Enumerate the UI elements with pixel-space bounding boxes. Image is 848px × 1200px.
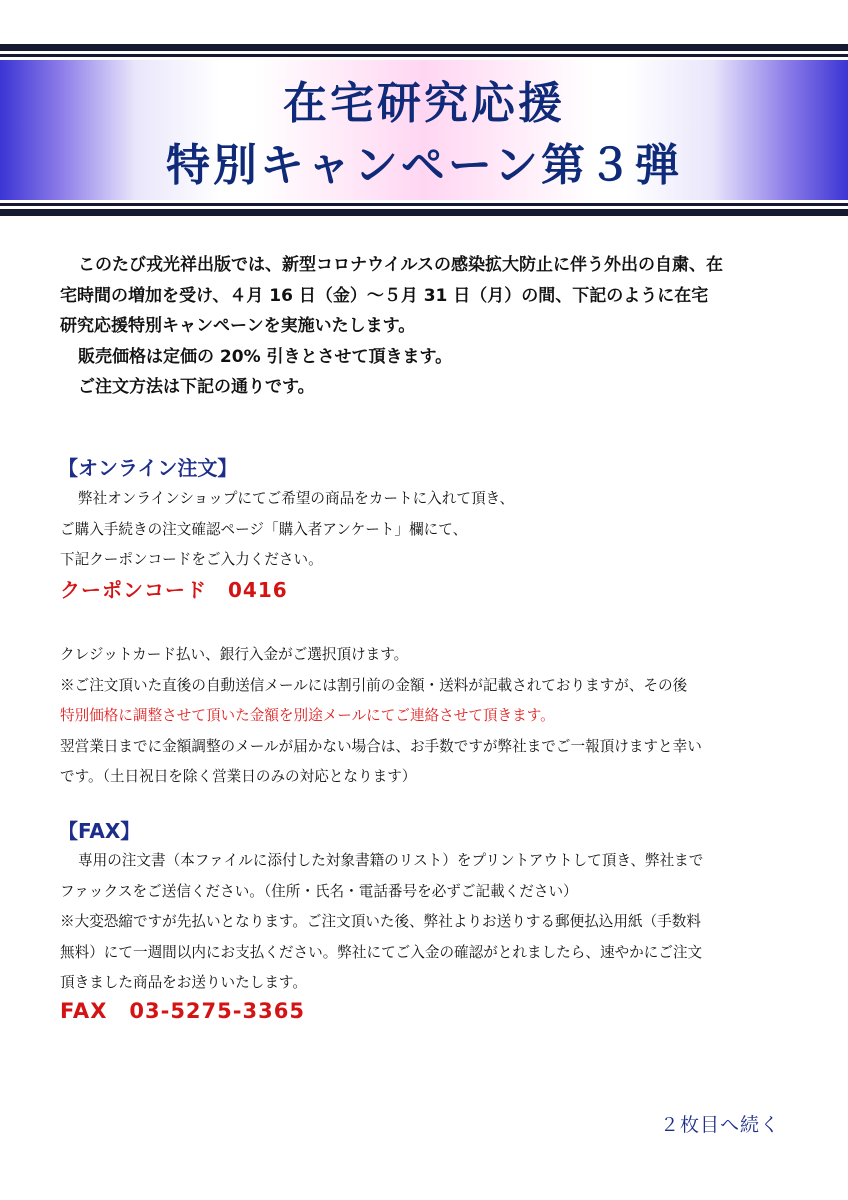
banner-rule-bottom-thin bbox=[0, 203, 848, 206]
page-title-line1: 在宅研究応援 bbox=[283, 78, 565, 129]
online-order-instructions bbox=[60, 484, 800, 576]
contact-note: 翌営業日までに金額調整のメールが届かない場合は、お手数ですが弊社までご一報頂けますと幸い bbox=[60, 737, 702, 755]
banner-rule-top-thick bbox=[0, 44, 848, 51]
coupon-code: クーポンコード 0416 bbox=[60, 578, 288, 602]
intro-line-4: 販売価格は定価の 20% 引きとさせて頂きます。 bbox=[78, 346, 453, 367]
title-banner bbox=[0, 44, 848, 216]
fax-line-1: 専用の注文書（本ファイルに添付した対象書籍のリスト）をプリントアウトして頂き、弊社まで bbox=[78, 852, 704, 869]
banner-rule-top-thin bbox=[0, 54, 848, 57]
intro-line-3: 研究応援特別キャンペーンを実施いたします。 bbox=[60, 316, 416, 336]
email-note: ※ご注文頂いた直後の自動送信メールには割引前の金額・送料が記載されておりますが、その後 bbox=[60, 676, 688, 694]
online-line-3: 下記クーポンコードをご入力ください。 bbox=[60, 551, 323, 569]
intro-line-5: ご注文方法は下記の通りです。 bbox=[78, 377, 315, 397]
business-days-note: です。（土日祝日を除く営業日のみの対応となります） bbox=[60, 768, 417, 786]
fax-line-3: ※大変恐縮ですが先払いとなります。ご注文頂いた後、弊社よりお送りする郵便払込用紙（手数料 bbox=[60, 913, 701, 931]
fax-line-5: 頂きました商品をお送りいたします。 bbox=[60, 974, 307, 992]
intro-paragraph bbox=[60, 250, 790, 403]
fax-order-heading: 【FAX】 bbox=[58, 819, 141, 843]
fax-number: FAX 03-5275-3365 bbox=[60, 999, 305, 1023]
payment-note: クレジットカード払い、銀行入金がご選択頂けます。 bbox=[60, 646, 409, 663]
online-order-notes bbox=[60, 640, 800, 793]
adjustment-note: 特別価格に調整させて頂いた金額を別途メールにてご連絡させて頂きます。 bbox=[60, 707, 555, 725]
fax-order-instructions bbox=[60, 846, 800, 999]
online-order-heading: 【オンライン注文】 bbox=[58, 456, 238, 480]
page-title-line2: 特別キャンペーン第３弾 bbox=[165, 140, 683, 191]
banner-rule-bottom-thick bbox=[0, 209, 848, 216]
fax-line-4: 無料）にて一週間以内にお支払ください。弊社にてご入金の確認がとれましたら、速やかにご注文 bbox=[60, 943, 703, 961]
continued-on-page-2: ２枚目へ続く bbox=[659, 1114, 780, 1136]
online-line-1: 弊社オンラインショップにてご希望の商品をカートに入れて頂き、 bbox=[78, 490, 515, 507]
intro-line-1: このたび戎光祥出版では、新型コロナウイルスの感染拡大防止に伴う外出の自粛、在 bbox=[78, 255, 723, 275]
fax-line-2: ファックスをご送信ください。（住所・氏名・電話番号を必ずご記載ください） bbox=[60, 882, 578, 900]
intro-line-2: 宅時間の増加を受け、４月 16 日（金）～５月 31 日（月）の間、下記のように在宅 bbox=[60, 285, 709, 306]
online-line-2: ご購入手続きの注文確認ページ「購入者アンケート」欄にて、 bbox=[60, 520, 468, 538]
